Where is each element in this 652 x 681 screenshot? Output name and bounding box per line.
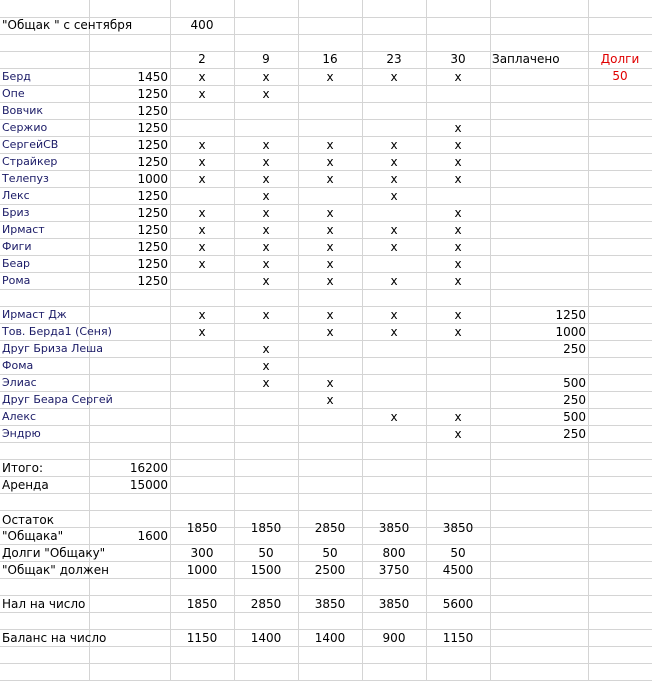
- grid-row-line: [0, 119, 652, 120]
- grid-row-line: [0, 306, 652, 307]
- attendance-mark[interactable]: x: [390, 172, 398, 186]
- grid-row-line: [0, 459, 652, 460]
- grid-row-line: [0, 612, 652, 613]
- grid-row-line: [0, 68, 652, 69]
- member-amount[interactable]: 1250: [137, 104, 168, 118]
- attendance-mark[interactable]: x: [454, 172, 462, 186]
- grid-row-line: [0, 272, 652, 273]
- attendance-mark[interactable]: x: [326, 308, 334, 322]
- attendance-mark[interactable]: x: [326, 240, 334, 254]
- balance-value[interactable]: 1400: [314, 631, 346, 645]
- attendance-mark[interactable]: x: [454, 274, 462, 288]
- grid-row-line: [0, 170, 652, 171]
- rent-label[interactable]: Аренда: [2, 478, 49, 492]
- owes-value[interactable]: 2500: [314, 563, 346, 577]
- attendance-mark[interactable]: x: [454, 223, 462, 237]
- remainder-value[interactable]: 3850: [442, 521, 474, 535]
- grid-row-line: [0, 34, 652, 35]
- date-header-9[interactable]: 9: [262, 52, 270, 66]
- attendance-mark[interactable]: x: [326, 393, 334, 407]
- balance-value[interactable]: 900: [382, 631, 406, 645]
- cash-value[interactable]: 1850: [186, 597, 218, 611]
- attendance-mark[interactable]: x: [262, 359, 270, 373]
- member-name[interactable]: Рома: [2, 274, 31, 287]
- attendance-mark[interactable]: x: [262, 342, 270, 356]
- guest-paid[interactable]: 250: [563, 393, 586, 407]
- owes-label[interactable]: "Общак" должен: [2, 563, 109, 577]
- member-name[interactable]: Берд: [2, 70, 31, 83]
- attendance-mark[interactable]: x: [198, 87, 206, 101]
- debts-value[interactable]: 50: [258, 546, 274, 560]
- attendance-mark[interactable]: x: [454, 138, 462, 152]
- member-name[interactable]: Страйкер: [2, 155, 58, 168]
- grid-row-line: [0, 357, 652, 358]
- member-amount[interactable]: 1250: [137, 189, 168, 203]
- attendance-mark[interactable]: x: [454, 70, 462, 84]
- balance-value[interactable]: 1400: [250, 631, 282, 645]
- guest-name[interactable]: Ирмаст Дж: [2, 308, 67, 321]
- guest-name[interactable]: Алекс: [2, 410, 37, 423]
- date-header-23[interactable]: 23: [386, 52, 402, 66]
- attendance-mark[interactable]: x: [198, 172, 206, 186]
- grid-row-line: [0, 323, 652, 324]
- guest-name[interactable]: Друг Беара Сергей: [2, 393, 113, 406]
- attendance-mark[interactable]: x: [326, 155, 334, 169]
- attendance-mark[interactable]: x: [390, 189, 398, 203]
- attendance-mark[interactable]: x: [262, 70, 270, 84]
- guest-paid[interactable]: 500: [563, 410, 586, 424]
- attendance-mark[interactable]: x: [454, 121, 462, 135]
- remainder-label[interactable]: Остаток: [2, 513, 54, 527]
- attendance-mark[interactable]: x: [262, 308, 270, 322]
- remainder-value[interactable]: 1850: [186, 521, 218, 535]
- owes-value[interactable]: 1000: [186, 563, 218, 577]
- member-name[interactable]: Опе: [2, 87, 25, 100]
- member-name[interactable]: Ирмаст: [2, 223, 45, 236]
- guest-paid[interactable]: 250: [563, 342, 586, 356]
- attendance-mark[interactable]: x: [326, 325, 334, 339]
- attendance-mark[interactable]: x: [326, 172, 334, 186]
- grid-row-line: [0, 425, 652, 426]
- member-name[interactable]: Лекс: [2, 189, 30, 202]
- attendance-mark[interactable]: x: [262, 189, 270, 203]
- member-amount[interactable]: 1250: [137, 138, 168, 152]
- attendance-mark[interactable]: x: [262, 376, 270, 390]
- date-header-30[interactable]: 30: [450, 52, 466, 66]
- grid-row-line: [0, 476, 652, 477]
- grid-row-line: [0, 578, 652, 579]
- member-amount[interactable]: 1250: [137, 274, 168, 288]
- attendance-mark[interactable]: x: [326, 223, 334, 237]
- member-name[interactable]: Вовчик: [2, 104, 44, 117]
- attendance-mark[interactable]: x: [390, 70, 398, 84]
- attendance-mark[interactable]: x: [326, 206, 334, 220]
- guest-name[interactable]: Тов. Берда1 (Сеня): [2, 325, 112, 338]
- member-amount[interactable]: 1250: [137, 223, 168, 237]
- member-name[interactable]: Фиги: [2, 240, 32, 253]
- debts-value[interactable]: 50: [450, 546, 466, 560]
- remainder-label-2[interactable]: "Общака": [2, 529, 64, 543]
- attendance-mark[interactable]: x: [454, 257, 462, 271]
- attendance-mark[interactable]: x: [198, 223, 206, 237]
- member-amount[interactable]: 1250: [137, 121, 168, 135]
- attendance-mark[interactable]: x: [326, 274, 334, 288]
- member-amount[interactable]: 1250: [137, 87, 168, 101]
- attendance-mark[interactable]: x: [198, 325, 206, 339]
- attendance-mark[interactable]: x: [198, 206, 206, 220]
- grid-row-line: [0, 391, 652, 392]
- attendance-mark[interactable]: x: [262, 206, 270, 220]
- date-header-16[interactable]: 16: [322, 52, 338, 66]
- guest-paid[interactable]: 250: [563, 427, 586, 441]
- grid-row-line: [0, 663, 652, 664]
- attendance-mark[interactable]: x: [454, 155, 462, 169]
- attendance-mark[interactable]: x: [262, 172, 270, 186]
- member-amount[interactable]: 1250: [137, 155, 168, 169]
- member-amount[interactable]: 1250: [137, 206, 168, 220]
- attendance-mark[interactable]: x: [454, 325, 462, 339]
- attendance-mark[interactable]: x: [198, 308, 206, 322]
- attendance-mark[interactable]: x: [454, 410, 462, 424]
- grid-row-line: [0, 85, 652, 86]
- attendance-mark[interactable]: x: [198, 138, 206, 152]
- guest-paid[interactable]: 1250: [555, 308, 586, 322]
- attendance-mark[interactable]: x: [262, 223, 270, 237]
- attendance-mark[interactable]: x: [390, 240, 398, 254]
- guest-paid[interactable]: 1000: [555, 325, 586, 339]
- balance-value[interactable]: 1150: [186, 631, 218, 645]
- attendance-mark[interactable]: x: [390, 274, 398, 288]
- attendance-mark[interactable]: x: [198, 70, 206, 84]
- cash-value[interactable]: 3850: [314, 597, 346, 611]
- attendance-mark[interactable]: x: [326, 257, 334, 271]
- attendance-mark[interactable]: x: [326, 70, 334, 84]
- attendance-mark[interactable]: x: [390, 410, 398, 424]
- member-amount[interactable]: 1450: [137, 70, 168, 84]
- member-name[interactable]: Телепуз: [2, 172, 49, 185]
- balance-label[interactable]: Баланс на число: [2, 631, 107, 645]
- guest-name[interactable]: Фома: [2, 359, 34, 372]
- attendance-mark[interactable]: x: [454, 308, 462, 322]
- remainder-value[interactable]: 2850: [314, 521, 346, 535]
- grid-row-line: [0, 442, 652, 443]
- attendance-mark[interactable]: x: [262, 257, 270, 271]
- attendance-mark[interactable]: x: [326, 138, 334, 152]
- member-name[interactable]: Сержио: [2, 121, 48, 134]
- guest-name[interactable]: Эндрю: [2, 427, 41, 440]
- cash-value[interactable]: 5600: [442, 597, 474, 611]
- attendance-mark[interactable]: x: [390, 155, 398, 169]
- grid-row-line: [0, 493, 652, 494]
- grid-row-line: [0, 561, 652, 562]
- grid-row-line: [0, 204, 652, 205]
- owes-value[interactable]: 4500: [442, 563, 474, 577]
- balance-value[interactable]: 1150: [442, 631, 474, 645]
- debts-value[interactable]: 300: [190, 546, 214, 560]
- member-name[interactable]: Бриз: [2, 206, 30, 219]
- cash-label[interactable]: Нал на число: [2, 597, 86, 611]
- debts-value[interactable]: 800: [382, 546, 406, 560]
- member-amount[interactable]: 1250: [137, 240, 168, 254]
- attendance-mark[interactable]: x: [198, 257, 206, 271]
- grid-row-line: [0, 289, 652, 290]
- attendance-mark[interactable]: x: [390, 138, 398, 152]
- sheet-title[interactable]: "Общак " с сентября: [2, 18, 133, 32]
- attendance-mark[interactable]: x: [326, 376, 334, 390]
- debts-label[interactable]: Долги "Общаку": [2, 546, 106, 560]
- attendance-mark[interactable]: x: [390, 308, 398, 322]
- member-amount[interactable]: 1250: [137, 257, 168, 271]
- attendance-mark[interactable]: x: [454, 427, 462, 441]
- remainder-value[interactable]: 3850: [378, 521, 410, 535]
- grid-row-line: [0, 374, 652, 375]
- cash-value[interactable]: 3850: [378, 597, 410, 611]
- grid-row-line: [0, 340, 652, 341]
- member-amount[interactable]: 1000: [137, 172, 168, 186]
- attendance-mark[interactable]: x: [454, 206, 462, 220]
- guest-name[interactable]: Элиас: [2, 376, 37, 389]
- guest-name[interactable]: Друг Бриза Леша: [2, 342, 103, 355]
- grid-row-line: [0, 595, 652, 596]
- grid-row-line: [0, 221, 652, 222]
- remainder-start[interactable]: 1600: [137, 529, 168, 543]
- debts-value[interactable]: 50: [322, 546, 338, 560]
- grid-row-line: [0, 136, 652, 137]
- attendance-mark[interactable]: x: [262, 87, 270, 101]
- attendance-mark[interactable]: x: [262, 138, 270, 152]
- attendance-mark[interactable]: x: [262, 155, 270, 169]
- total-value[interactable]: 16200: [129, 461, 168, 475]
- grid-row-line: [0, 238, 652, 239]
- member-name[interactable]: СергейСВ: [2, 138, 59, 151]
- owes-value[interactable]: 3750: [378, 563, 410, 577]
- grid-row-line: [0, 629, 652, 630]
- cash-value[interactable]: 2850: [250, 597, 282, 611]
- attendance-mark[interactable]: x: [390, 325, 398, 339]
- owes-value[interactable]: 1500: [250, 563, 282, 577]
- total-label[interactable]: Итого:: [2, 461, 43, 475]
- attendance-mark[interactable]: x: [198, 155, 206, 169]
- member-name[interactable]: Беар: [2, 257, 31, 270]
- grid-row-line: [0, 544, 652, 545]
- attendance-mark[interactable]: x: [198, 240, 206, 254]
- date-header-2[interactable]: 2: [198, 52, 206, 66]
- guest-paid[interactable]: 500: [563, 376, 586, 390]
- grid-row-line: [0, 646, 652, 647]
- paid-header[interactable]: Заплачено: [492, 52, 560, 66]
- attendance-mark[interactable]: x: [262, 274, 270, 288]
- title-value[interactable]: 400: [190, 18, 214, 32]
- debt-value[interactable]: 50: [612, 69, 628, 83]
- grid-row-line: [0, 255, 652, 256]
- grid-row-line: [0, 408, 652, 409]
- grid-row-line: [0, 153, 652, 154]
- attendance-mark[interactable]: x: [390, 223, 398, 237]
- grid-row-line: [0, 187, 652, 188]
- rent-value[interactable]: 15000: [129, 478, 168, 492]
- debt-header[interactable]: Долги: [600, 52, 640, 66]
- grid-row-line: [0, 102, 652, 103]
- remainder-value[interactable]: 1850: [250, 521, 282, 535]
- attendance-mark[interactable]: x: [262, 240, 270, 254]
- attendance-mark[interactable]: x: [454, 240, 462, 254]
- grid-row-line: [0, 510, 652, 511]
